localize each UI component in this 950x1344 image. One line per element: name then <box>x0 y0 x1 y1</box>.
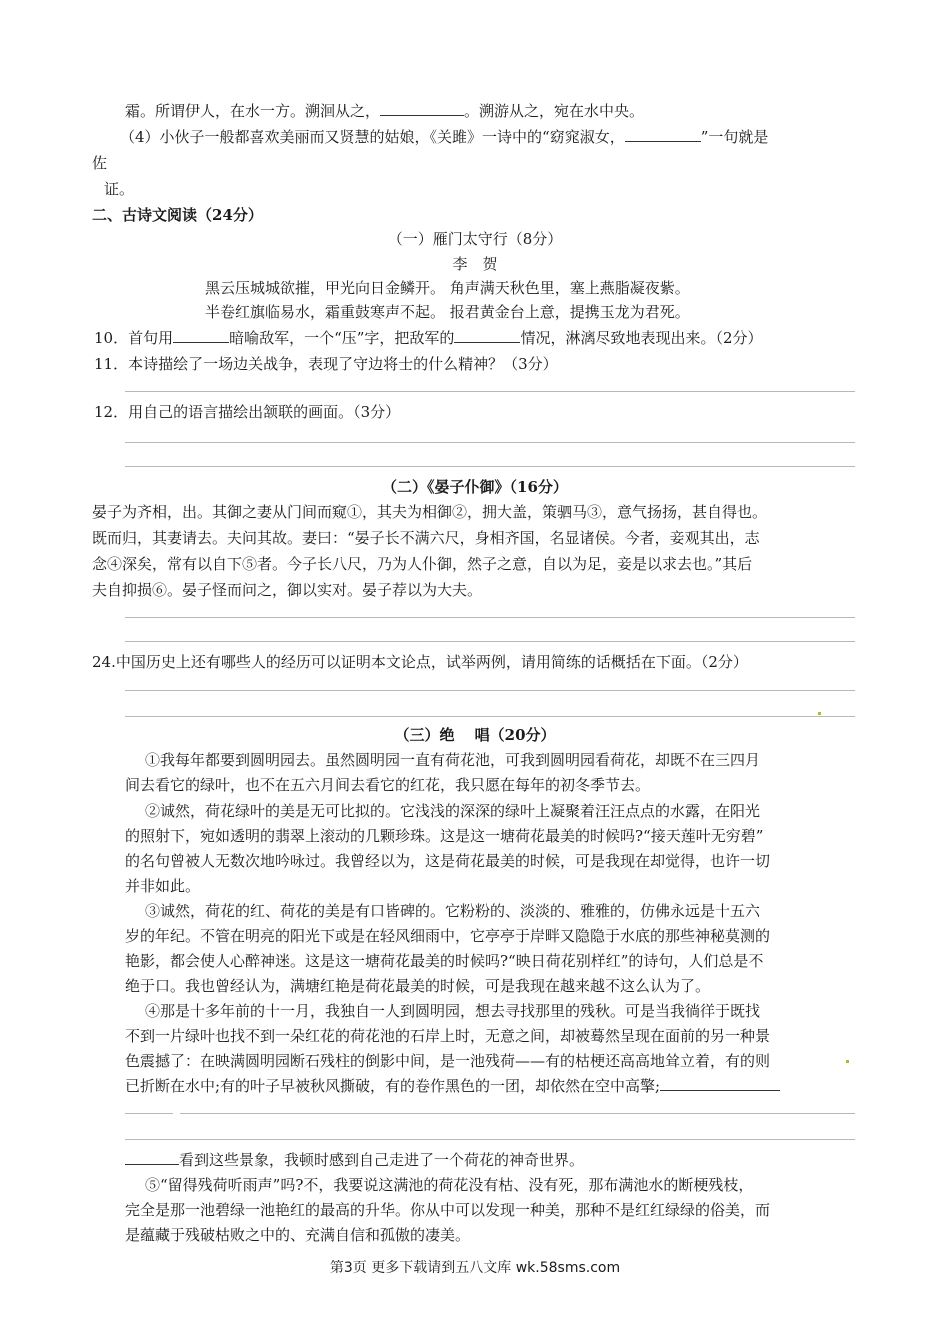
question-11: 11．本诗描绘了一场边关战争，表现了守边将士的什么精神？（3分） <box>94 355 558 373</box>
answer-line[interactable] <box>125 690 855 691</box>
paragraph-line: ⑤“留得残荷听雨声”吗?不，我要说这满池的荷花没有枯、没有死，那布满池水的断梗残枝， <box>145 1176 754 1194</box>
fill-blank[interactable] <box>454 328 520 343</box>
passage-line: 既而归，其妻请去。夫问其故。妻曰：“晏子长不满六尺，身相齐国，名显诸侯。今者，妾观其出，志 <box>92 529 760 547</box>
paragraph-line: ④那是十多年前的十一月，我独自一人到圆明园，想去寻找那里的残秋。可是当我徜徉于既找 <box>145 1002 761 1020</box>
paragraph-line: 的照射下，宛如透明的翡翠上滚动的几颗珍珠。这是这一塘荷花最美的时候吗?“接天莲叶无穷碧” <box>125 827 764 845</box>
stray-mark <box>818 712 821 715</box>
section-heading: 二、古诗文阅读（24分） <box>92 206 263 224</box>
paragraph-line: 艳影，都会使人心醉神迷。这是这一塘荷花最美的时候吗?“映日荷花别样红”的诗句，人们总是不 <box>125 952 764 970</box>
poem-line: 黑云压城城欲摧，甲光向日金鳞开。 角声满天秋色里，塞上燕脂凝夜紫。 <box>205 279 690 297</box>
passage-line: 念④深矣，常有以自下⑤者。今子长八尺，乃为人仆御，然子之意，自以为足，妾是以求去也。”其后 <box>92 555 753 573</box>
answer-line[interactable] <box>125 1113 173 1114</box>
text-segment: 霜。所谓伊人，在水一方。溯洄从之， <box>125 102 381 120</box>
paragraph-line: 绝于口。我也曾经认为，满塘红艳是荷花最美的时候，可是我现在越来越不这么认为了。 <box>125 977 711 995</box>
poem-line: 半卷红旗临易水，霜重鼓寒声不起。 报君黄金台上意，提携玉龙为君死。 <box>205 303 690 321</box>
question-24: 24.中国历史上还有哪些人的经历可以证明本文论点，试举两例，请用简练的话概括在下面。（2分） <box>92 653 748 671</box>
text-segment: 看到这些景象，我顿时感到自己走进了一个荷花的神奇世界。 <box>179 1151 585 1169</box>
section-title: （二）《晏子仆御》（16分） <box>382 478 568 496</box>
fill-blank[interactable] <box>125 1150 179 1165</box>
poem-line-continuation <box>125 100 644 122</box>
text-segment: 已折断在水中;有的叶子早被秋风撕破，有的卷作黑色的一团，却依然在空中高擎; <box>125 1077 661 1095</box>
paragraph-line: ①我每年都要到圆明园去。虽然圆明园一直有荷花池，可我到圆明园看荷花，却既不在三四月 <box>145 751 761 769</box>
question-4-cont2: 证。 <box>104 180 135 198</box>
paragraph-line <box>125 1149 584 1171</box>
paragraph-line: 并非如此。 <box>125 877 201 895</box>
question-12: 12．用自己的语言描绘出颔联的画面。（3分） <box>94 403 401 421</box>
answer-line[interactable] <box>125 391 855 392</box>
paragraph-line: 是蕴藏于残破枯败之中的、充满自信和孤傲的凄美。 <box>125 1226 471 1244</box>
answer-line[interactable] <box>125 466 855 467</box>
fill-blank[interactable] <box>173 328 229 343</box>
poem-title: （一）雁门太守行（8分） <box>387 230 563 248</box>
poem-author: 李 贺 <box>452 255 498 273</box>
fill-blank[interactable] <box>380 101 464 116</box>
answer-line[interactable] <box>125 617 855 618</box>
answer-line[interactable] <box>125 641 855 642</box>
answer-line[interactable] <box>180 1113 855 1114</box>
text-segment: ”一句就是 <box>700 128 769 146</box>
fill-blank[interactable] <box>625 127 701 142</box>
text-segment: 情况，淋漓尽致地表现出来。（2分） <box>520 329 763 347</box>
paragraph-line: ③诚然，荷花的红、荷花的美是有口皆碑的。它粉粉的、淡淡的、雅雅的，仿佛永远是十五六 <box>145 902 761 920</box>
paragraph-line: 不到一片绿叶也找不到一朵红花的荷花池的石岸上时，无意之间，却被蓦然呈现在面前的另一种景 <box>125 1027 771 1045</box>
text-segment: 10．首句用 <box>94 329 174 347</box>
section-title: （三）绝 唱（20分） <box>394 726 556 744</box>
fill-blank[interactable] <box>660 1076 780 1091</box>
text-segment: （4）小伙子一般都喜欢美丽而又贤慧的姑娘，《关雎》一诗中的“窈窕淑女， <box>120 128 625 146</box>
page-footer: 第3页 更多下载请到五八文库 wk.58sms.com <box>329 1260 621 1276</box>
question-10 <box>94 327 762 349</box>
paragraph-line: 间去看它的绿叶，也不在五六月间去看它的红花，我只愿在每年的初冬季节去。 <box>125 776 651 794</box>
paragraph-line: ②诚然，荷花绿叶的美是无可比拟的。它浅浅的深深的绿叶上凝聚着汪汪点点的水露，在阳光 <box>145 802 761 820</box>
passage-line: 晏子为齐相，出。其御之妻从门间而窥①，其夫为相御②，拥大盖，策驷马③，意气扬扬，甚自得也。 <box>92 503 768 521</box>
stray-mark <box>846 1060 849 1063</box>
paragraph-line: 的名句曾被人无数次地吟咏过。我曾经以为，这是荷花最美的时候，可是我现在却觉得，也许一切 <box>125 852 771 870</box>
paragraph-line: 色震撼了：在映满圆明园断石残柱的倒影中间，是一池残荷——有的枯梗还高高地耸立着，有的则 <box>125 1052 771 1070</box>
question-4 <box>120 126 768 148</box>
paragraph-line: 完全是那一池碧绿一池艳红的最高的升华。你从中可以发现一种美，那种不是红红绿绿的俗美，而 <box>125 1201 771 1219</box>
paragraph-line: 岁的年纪。不管在明亮的阳光下或是在轻风细雨中，它亭亭于岸畔又隐隐于水底的那些神秘莫测的 <box>125 927 771 945</box>
paragraph-line <box>125 1075 780 1097</box>
text-segment: 暗喻敌军，一个“压”字，把敌军的 <box>229 329 455 347</box>
text-segment: 。溯游从之，宛在水中央。 <box>464 102 645 120</box>
answer-line[interactable] <box>125 716 855 717</box>
answer-line[interactable] <box>125 442 855 443</box>
question-4-cont1: 佐 <box>92 154 108 172</box>
passage-line: 夫自抑损⑥。晏子怪而问之，御以实对。晏子荐以为大夫。 <box>92 581 483 599</box>
answer-line[interactable] <box>125 1139 855 1140</box>
